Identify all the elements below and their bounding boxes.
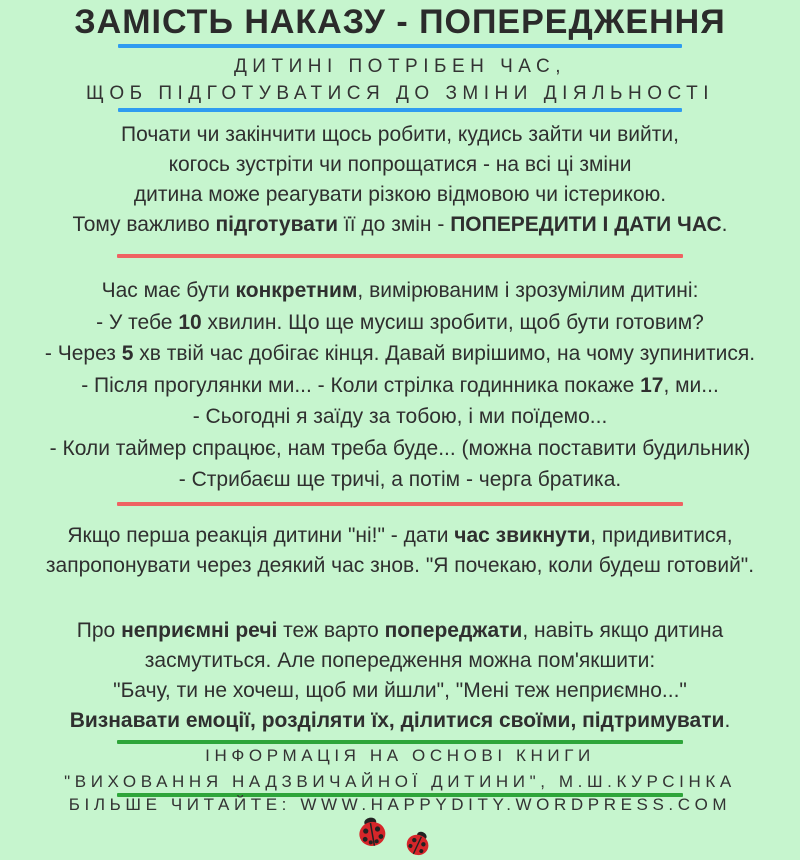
unpleasant-paragraph (0, 616, 800, 736)
section-divider (117, 502, 683, 506)
section-divider (117, 254, 683, 258)
intro-line: дитина може реагувати різкою відмовою чи істерикою. (133, 183, 667, 206)
time-example: - Коли таймер спрацює, нам треба буде... (можна поставити будильник) (49, 436, 751, 460)
time-paragraph (0, 275, 800, 496)
intro-paragraph (0, 120, 800, 240)
intro-line: Почати чи закінчити щось робити, кудись зайти чи вийти, (121, 123, 679, 146)
page-title: ЗАМІСТЬ НАКАЗУ - ПОПЕРЕДЖЕННЯ (74, 3, 726, 41)
time-example: - У тебе 10 хвилин. Що ще мусиш зробити, щоб бути готовим? (96, 310, 704, 334)
refusal-paragraph (0, 521, 800, 581)
intro-line: когось зустріти чи попрощатися - на всі ці зміни (168, 153, 632, 176)
unpleasant-line: Визнавати емоції, розділяти їх, ділитися своїми, підтримувати. (69, 709, 731, 732)
time-example: - Після прогулянки ми... - Коли стрілка годинника покаже 17, ми... (81, 373, 719, 397)
footer-website: БІЛЬШЕ ЧИТАЙТЕ: WWW.HAPPYDITY.WORDPRESS.COM (68, 795, 732, 814)
ladybug-icon (355, 815, 389, 849)
footer-credits (0, 743, 800, 795)
subtitle-underline (118, 108, 682, 112)
unpleasant-line: Про неприємні речі теж варто попереджати, навіть якщо дитина (76, 619, 724, 642)
subtitle-line: ДИТИНІ ПОТРІБЕН ЧАС, (233, 56, 567, 77)
intro-line: Тому важливо підготувати її до змін - ПОПЕРЕДИТИ І ДАТИ ЧАС. (72, 213, 728, 236)
refusal-line: запропонувати через деякий час знов. "Я почекаю, коли будеш готовий". (45, 554, 755, 577)
footer-line: "ВИХОВАННЯ НАДЗВИЧАЙНОЇ ДИТИНИ", М.Ш.КУРСІНКА (64, 772, 736, 791)
footer-line: ІНФОРМАЦІЯ НА ОСНОВІ КНИГИ (205, 746, 595, 765)
time-lead: Час має бути конкретним, вимірюваним і зрозумілим дитині: (101, 279, 699, 302)
unpleasant-line: засмутиться. Але попередження можна пом'якшити: (144, 649, 656, 672)
unpleasant-line: "Бачу, ти не хочеш, щоб ми йшли", "Мені теж неприємно..." (113, 679, 687, 702)
time-example: - Через 5 хв твій час добігає кінця. Давай вирішимо, на чому зупинитися. (44, 342, 756, 365)
title-underline (118, 44, 682, 48)
time-example: - Стрибаєш ще тричі, а потім - черга братика. (178, 468, 622, 491)
footer-link (0, 792, 800, 818)
subtitle-line: ЩОБ ПІДГОТУВАТИСЯ ДО ЗМІНИ ДІЯЛЬНОСТІ (86, 83, 714, 104)
ladybug-icon (403, 830, 433, 858)
refusal-line: Якщо перша реакція дитини "ні!" - дати час звикнути, придивитися, (67, 524, 733, 547)
time-example: - Сьогодні я заїду за тобою, і ми поїдемо... (192, 405, 608, 428)
